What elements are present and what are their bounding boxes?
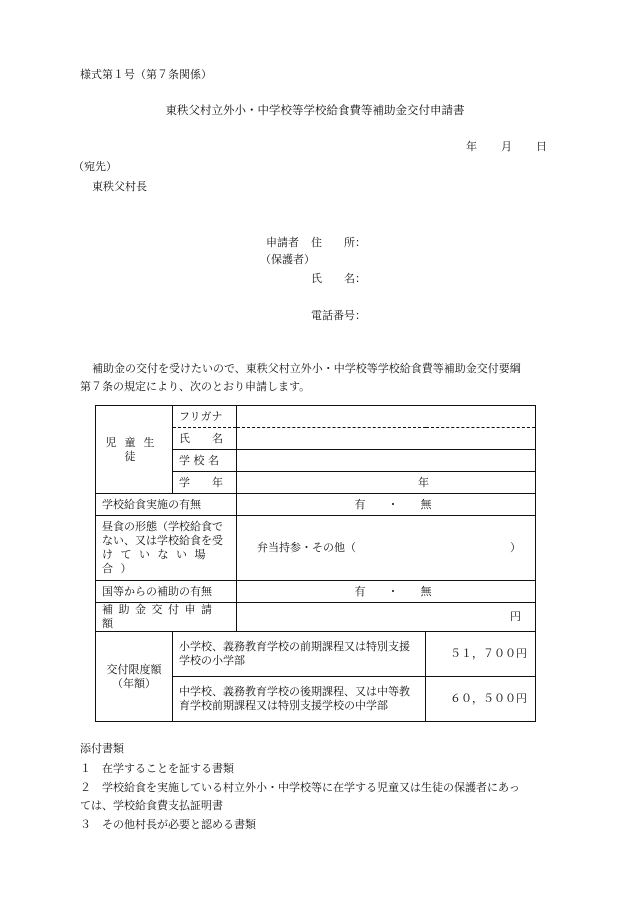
- subsidy-options[interactable]: 有 ・ 無: [237, 581, 536, 603]
- lunch-label: 学校給食実施の有無: [96, 494, 237, 516]
- attachment-item-2-line1: ２ 学校給食を実施している村立外小・中学校等に在学する児童又は生徒の保護者にあっ: [80, 781, 520, 794]
- meal-value[interactable]: 弁当持参・その他（ ）: [237, 516, 536, 581]
- limit-row1-amount: ５１，７００円: [426, 632, 536, 677]
- attachments-heading: 添付書類: [80, 742, 124, 755]
- amount-field[interactable]: [237, 603, 536, 632]
- attachment-item-1: １ 在学することを証する書類: [80, 762, 234, 775]
- limit-row2-desc: 中学校、義務教育学校の後期課程、又は中等教育学校前期課程又は特別支援学校の中学部: [173, 677, 426, 722]
- body-text-line1: 補助金の交付を受けたいので、東秩父村立外小・中学校等学校給食費等補助金交付要綱: [92, 362, 521, 375]
- limit-row1-desc: 小学校、義務教育学校の前期課程又は特別支援学校の小学部: [173, 632, 426, 677]
- meal-label-line2: ない、又は学校給食を受: [102, 534, 223, 547]
- amount-label: 補助金交付申請額: [96, 603, 237, 632]
- meal-row: [96, 516, 536, 581]
- address-label: 住 所：: [311, 236, 366, 249]
- grade-unit: 年: [418, 475, 429, 489]
- body-text-line2: 第７条の規定により、次のとおり申請します。: [80, 380, 311, 393]
- form-title: 東秩父村立外小・中学校等学校給食費等補助金交付申請書: [165, 103, 465, 117]
- addressee-name: 東秩父村長: [92, 180, 147, 193]
- meal-label-line3: けていない場合）: [102, 548, 213, 575]
- school-label: 学 校 名: [173, 450, 237, 472]
- form-number: 様式第１号（第７条関係）: [80, 68, 212, 81]
- student-name-label: 氏 名: [173, 428, 237, 450]
- grade-label: 学 年: [173, 472, 237, 494]
- date-day: 日: [536, 140, 547, 153]
- grade-field[interactable]: [237, 472, 536, 494]
- subsidy-label: 国等からの補助の有無: [96, 581, 237, 603]
- applicant-label: 申請者: [266, 236, 299, 249]
- subsidy-row: [96, 581, 536, 603]
- student-name-field[interactable]: [237, 428, 536, 450]
- addressee-prefix: （宛先）: [73, 160, 117, 173]
- phone-label: 電話番号：: [311, 309, 366, 322]
- limit-row2-amount: ６０，５００円: [426, 677, 536, 722]
- furigana-label: フリガナ: [173, 406, 237, 428]
- date-year: 年: [466, 140, 477, 153]
- application-table: [95, 405, 536, 722]
- attachment-item-2-line2: ては、学校給食費支払証明書: [80, 799, 223, 812]
- date-month: 月: [501, 140, 512, 153]
- student-label: 児童生徒: [96, 406, 173, 494]
- limit-label-line1: 交付限度額: [106, 662, 162, 676]
- limit-label: [96, 632, 173, 722]
- limit-row-1: [96, 632, 536, 677]
- meal-label-line1: 昼食の形態（学校給食で: [102, 520, 223, 533]
- limit-label-line2: （年額）: [112, 676, 156, 690]
- school-field[interactable]: [237, 450, 536, 472]
- lunch-options[interactable]: 有 ・ 無: [237, 494, 536, 516]
- amount-row: [96, 603, 536, 632]
- meal-label: [96, 516, 237, 581]
- guardian-label: （保護者）: [260, 253, 315, 266]
- furigana-field[interactable]: [237, 406, 536, 428]
- furigana-row: [96, 406, 536, 428]
- lunch-row: [96, 494, 536, 516]
- attachment-item-3: ３ その他村長が必要と認める書類: [80, 818, 256, 831]
- amount-unit: 円: [510, 610, 521, 623]
- name-label: 氏 名：: [311, 272, 366, 285]
